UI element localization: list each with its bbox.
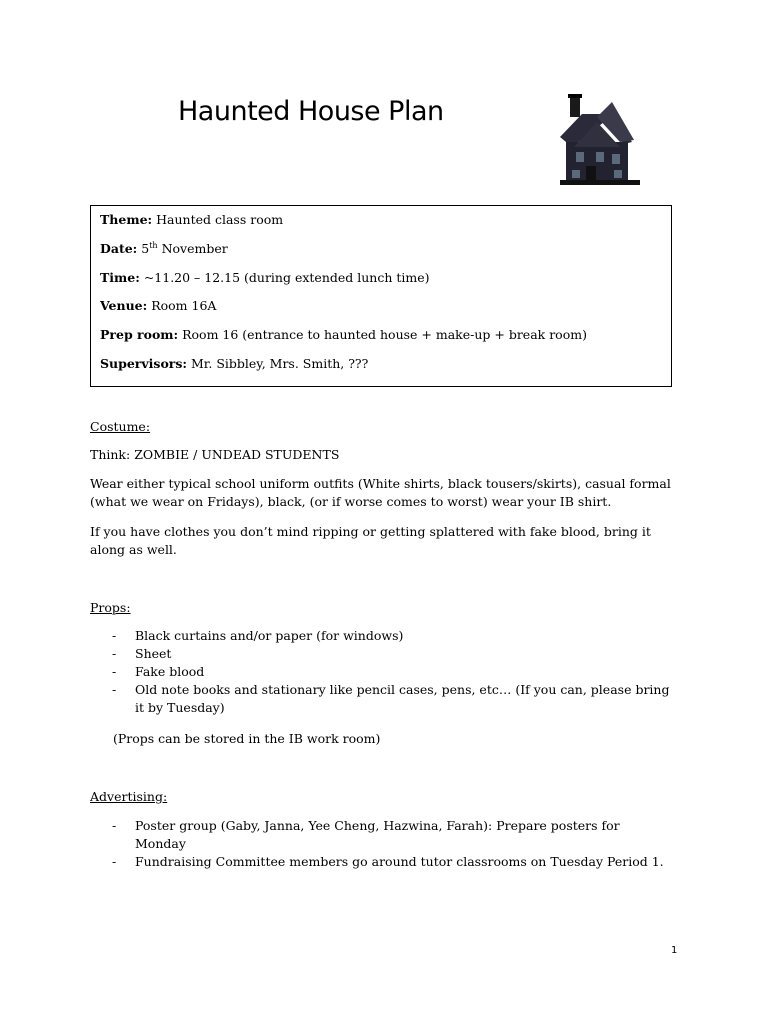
advertising-heading: Advertising: xyxy=(90,789,168,804)
list-item xyxy=(90,853,690,871)
bullet-dash: - xyxy=(112,854,117,869)
list-item-continuation xyxy=(90,835,690,853)
list-item xyxy=(90,627,690,645)
list-item xyxy=(90,681,690,699)
props-note: (Props can be stored in the IB work room) xyxy=(113,731,381,746)
costume-heading: Costume: xyxy=(90,419,151,434)
venue-label: Venue: xyxy=(100,298,148,314)
costume-p1-line-2: (what we wear on Fridays), black, (or if worse comes to worst) wear your IB shirt. xyxy=(90,494,612,509)
costume-paragraph-1 xyxy=(90,475,690,511)
costume-think: Think: ZOMBIE / UNDEAD STUDENTS xyxy=(90,447,340,462)
advertising-list-wrapper xyxy=(90,817,690,871)
date-ordinal: th xyxy=(149,240,158,250)
list-item-text: Monday xyxy=(135,836,186,851)
date-month: November xyxy=(157,240,228,256)
venue-row xyxy=(100,297,671,326)
time-value: ~11.20 – 12.15 (during extended lunch time) xyxy=(139,269,430,285)
list-item-text: Sheet xyxy=(135,646,172,661)
date-day: 5 xyxy=(137,240,150,256)
supervisors-value: Mr. Sibbley, Mrs. Smith, ??? xyxy=(187,355,369,371)
theme-value: Haunted class room xyxy=(152,212,284,227)
costume-p2-line-2: along as well. xyxy=(90,542,177,557)
bullet-dash: - xyxy=(112,818,117,833)
theme-row xyxy=(100,211,671,240)
props-list xyxy=(90,627,690,717)
date-label: Date: xyxy=(100,240,138,256)
event-info-box xyxy=(90,205,672,387)
venue-value: Room 16A xyxy=(147,298,217,314)
props-list-wrapper xyxy=(90,627,690,717)
props-heading: Props: xyxy=(90,600,131,615)
list-item-text: Poster group (Gaby, Janna, Yee Cheng, Hazwina, Farah): Prepare posters for xyxy=(135,818,620,833)
prep-room-label: Prep room: xyxy=(100,327,179,343)
costume-paragraph-2 xyxy=(90,523,690,559)
list-item-text: Fake blood xyxy=(135,664,205,679)
list-item-text: it by Tuesday) xyxy=(135,700,225,715)
document-title: Haunted House Plan xyxy=(178,96,444,127)
costume-p2-line-1: If you have clothes you don’t mind ripping or getting splattered with fake blood, bring it xyxy=(90,524,651,539)
advertising-list xyxy=(90,817,690,871)
list-item xyxy=(90,645,690,663)
theme-label: Theme: xyxy=(100,212,153,227)
haunted-house-image xyxy=(552,92,652,202)
bullet-dash: - xyxy=(112,682,117,697)
page-number: 1 xyxy=(671,945,678,956)
list-item-text: Old note books and stationary like pencil cases, pens, etc… (If you can, please bring xyxy=(135,682,670,697)
time-label: Time: xyxy=(100,269,140,285)
list-item-text: Black curtains and/or paper (for windows) xyxy=(135,628,404,643)
list-item-text: Fundraising Committee members go around tutor classrooms on Tuesday Period 1. xyxy=(135,854,664,869)
bullet-dash: - xyxy=(112,646,117,661)
bullet-dash: - xyxy=(112,664,117,679)
list-item-continuation xyxy=(90,699,690,717)
date-row xyxy=(100,240,671,269)
list-item xyxy=(90,663,690,681)
costume-p1-line-1: Wear either typical school uniform outfits (White shirts, black tousers/skirts), casual formal xyxy=(90,476,671,491)
prep-room-row xyxy=(100,326,671,355)
bullet-dash: - xyxy=(112,628,117,643)
time-row xyxy=(100,269,671,298)
prep-room-value: Room 16 (entrance to haunted house + make-up + break room) xyxy=(178,327,587,343)
supervisors-label: Supervisors: xyxy=(100,355,188,371)
supervisors-row xyxy=(100,355,671,384)
list-item xyxy=(90,817,690,835)
